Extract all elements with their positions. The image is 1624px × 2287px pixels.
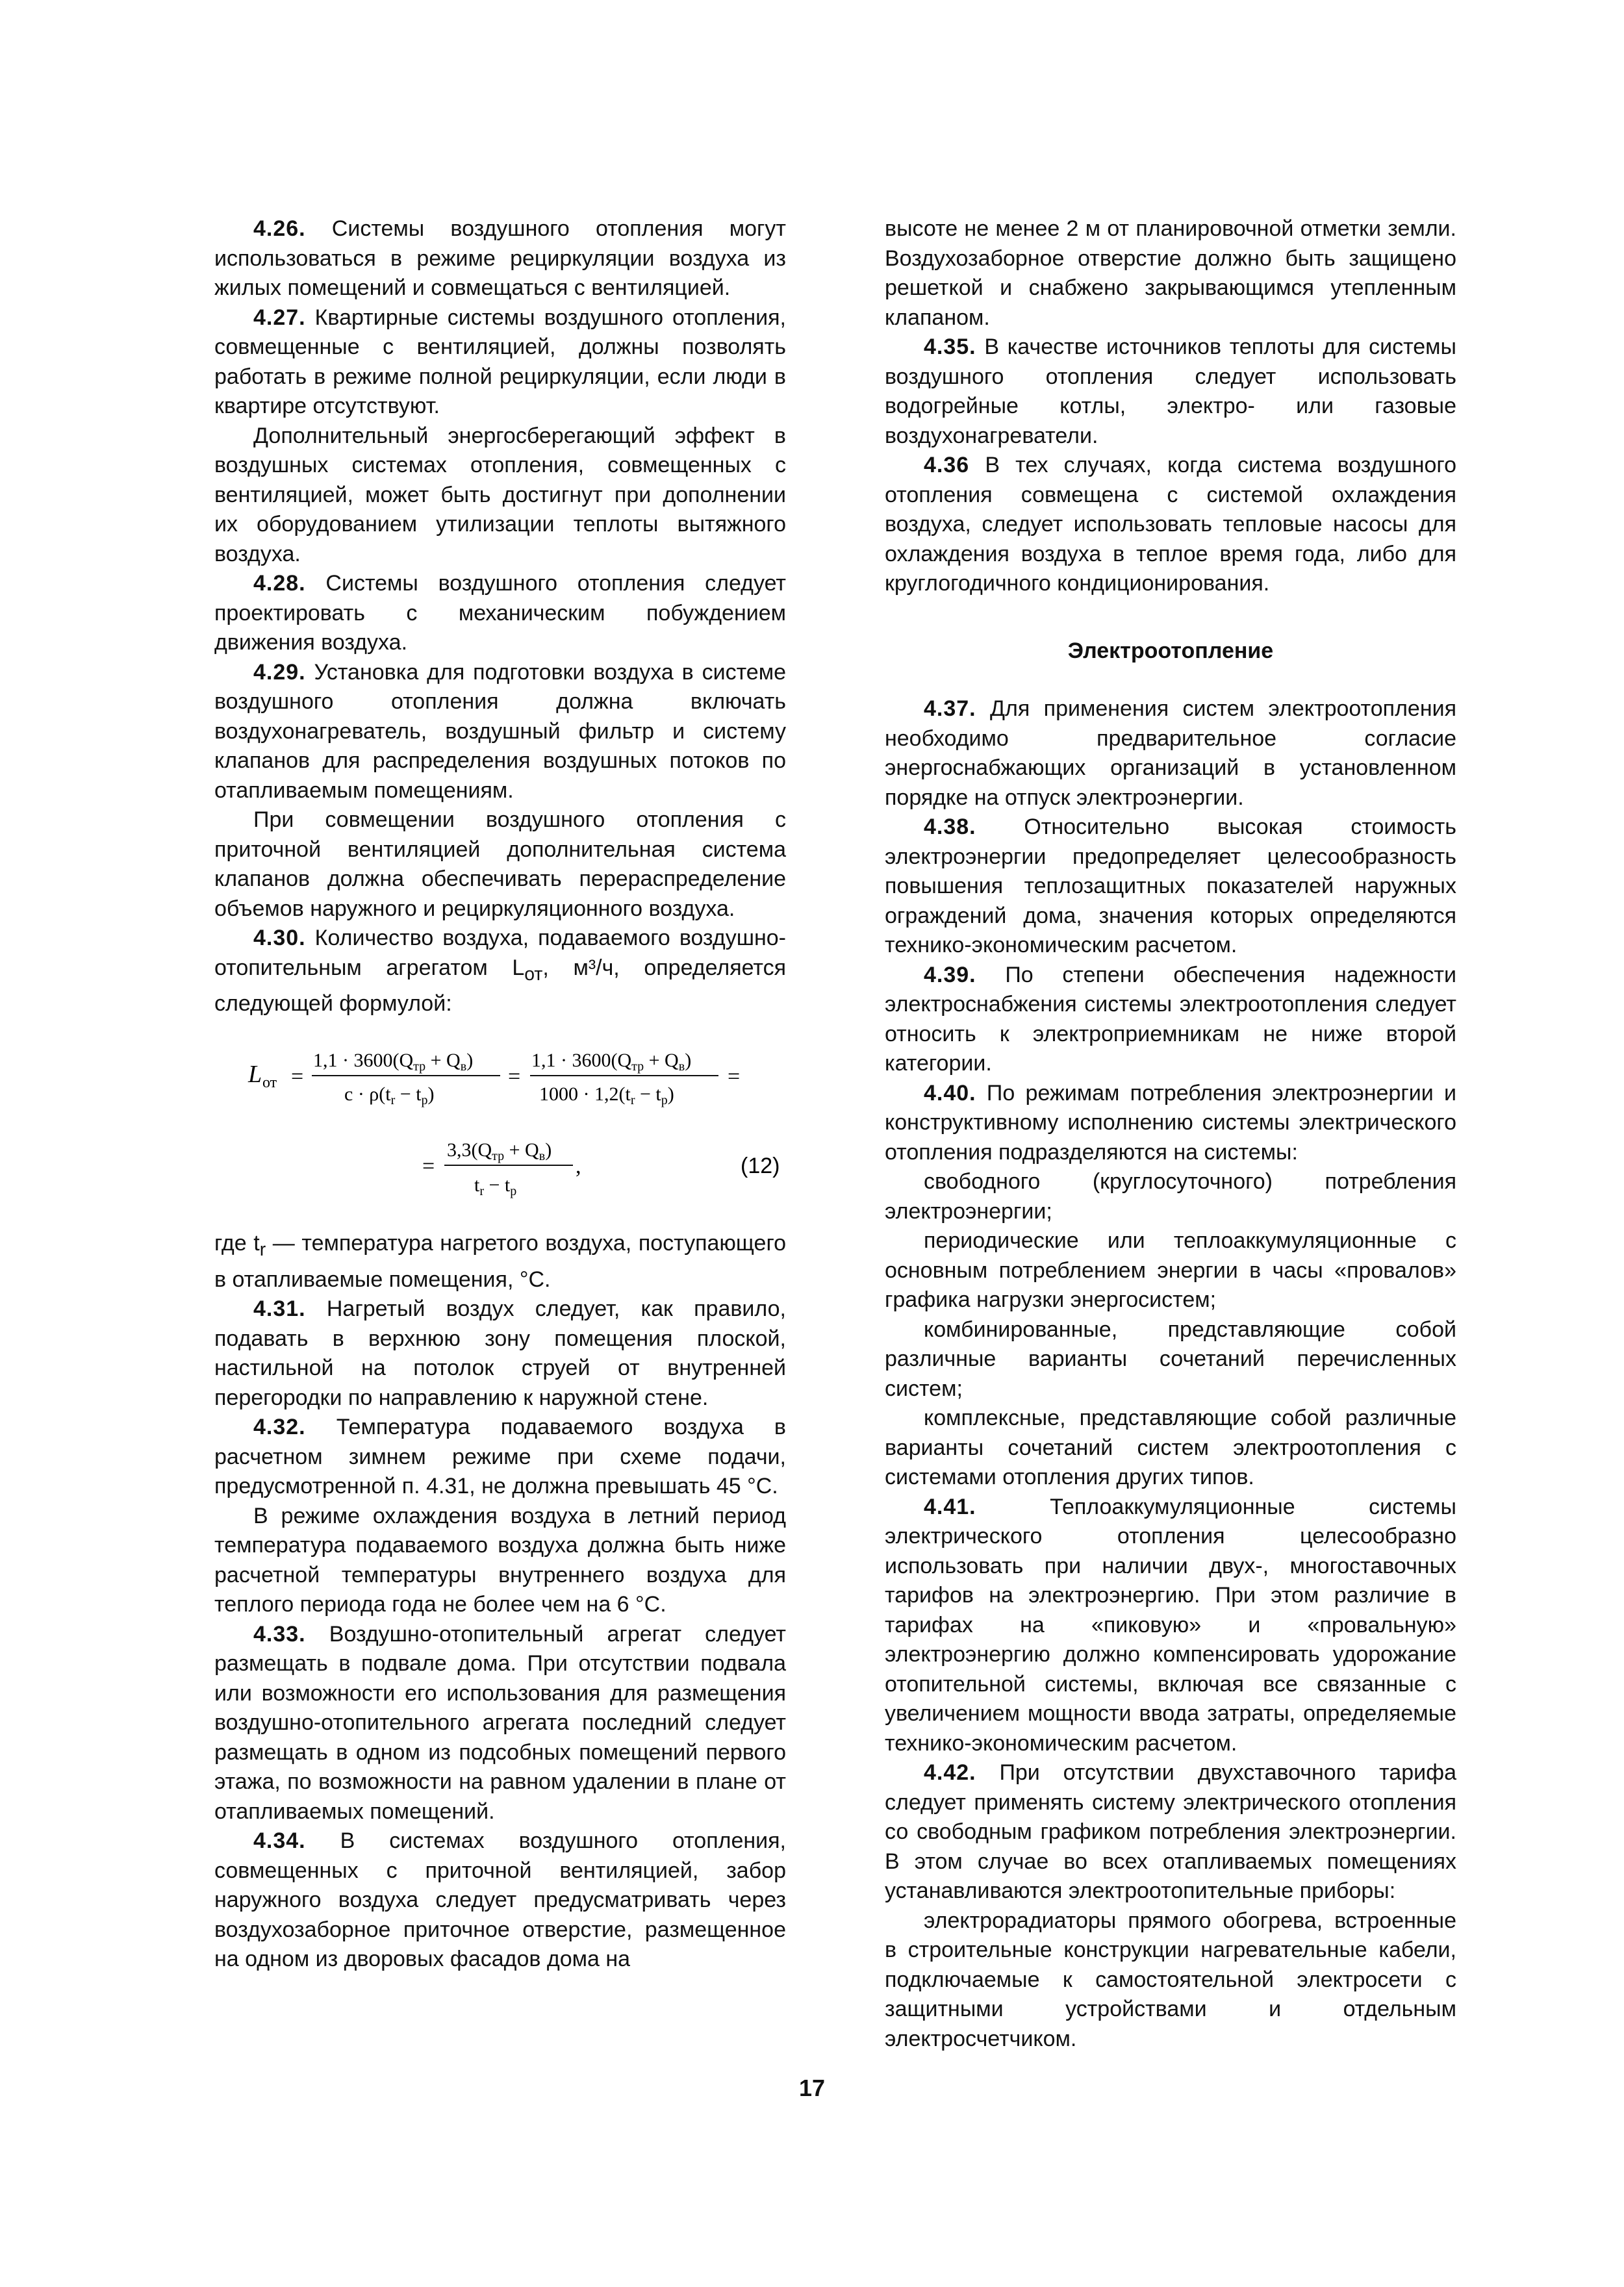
paragraph-4-27 — [214, 303, 786, 422]
paragraph-4-34-continued: высоте не менее 2 м от планировочной отметки земли. Воздухозаборное отверстие должно быть защищено решеткой и снабжено закрывающимся утепленным клапаном. — [885, 216, 1456, 330]
where-clause — [214, 1229, 786, 1295]
formula-token: ) — [427, 1083, 435, 1106]
formula-token: + Q — [425, 1050, 461, 1072]
right-column — [885, 214, 1456, 2054]
formula-token: p — [421, 1093, 428, 1108]
formula-token: ) — [545, 1139, 552, 1161]
paragraph-text: В тех случаях, когда система воздушного отопления совмещена с системой охлаждения воздуха, следует использовать тепловые насосы для охлаждения воздуха в теплое время года, либо для круглогодичного кондиционирования. — [885, 453, 1456, 596]
clause-number: 4.30. — [253, 926, 306, 950]
list-item: комбинированные, представляющие собой различные варианты сочетаний перечисленных систем; — [885, 1317, 1456, 1401]
paragraph-4-35 — [885, 333, 1456, 451]
clause-number: 4.33. — [253, 1621, 306, 1647]
paragraph-4-39 — [885, 961, 1456, 1079]
paragraph-text: Системы воздушного отопления следует проектировать с механическим побуждением движения воздуха. — [214, 571, 786, 655]
clause-number: 4.29. — [253, 659, 306, 685]
clause-number: 4.40. — [924, 1080, 976, 1106]
clause-number: 4.38. — [924, 815, 976, 839]
formula-lhs-sub: от — [262, 1074, 277, 1092]
subscript: r — [259, 1239, 266, 1261]
clause-number: 4.34. — [253, 1828, 306, 1854]
paragraph-text: Теплоаккумуляционные системы электрического отопления целесообразно использовать при наличии двух-, многоставочных тарифов на электроэнергию. При этом различие в тарифах на «пиковую» и «провальную» электроэнергию должно компенсировать удорожание отопительной системы, включая все связанные с увеличением мощности ввода затраты, определяемые технико-экономическим расчетом. — [885, 1494, 1456, 1756]
formula-token: − t — [484, 1174, 511, 1196]
paragraph-text: Относительно высокая стоимость электроэнергии предопределяет целесообразность повышения теплозащитных показателей наружных ограждений дома, значения которых определяются технико-экономическим расчетом. — [885, 815, 1456, 957]
formula-token: тр — [631, 1059, 644, 1074]
paragraph-4-29 — [214, 658, 786, 806]
paragraph-4-31 — [214, 1295, 786, 1413]
paragraph-text: В системах воздушного отопления, совмещенных с приточной вентиляцией, забор наружного воздуха следует предусматривать через воздухозаборное приточное отверстие, размещенное на одном из дворовых фасадов дома на — [214, 1828, 786, 1972]
paragraph-text: Квартирные системы воздушного отопления, совмещенные с вентиляцией, должны позволять работать в режиме полной рециркуляции, если люди в квартире отсутствуют. — [214, 305, 786, 418]
list-item: периодические или теплоаккумуляционные с основным потреблением энергии в часы «провалов» графика нагрузки энергосистем; — [885, 1228, 1456, 1312]
formula-f1-numerator — [313, 1050, 473, 1074]
page-number: 17 — [798, 2075, 826, 2101]
formula-token: 1,1 · 3600(Q — [313, 1050, 414, 1072]
clause-number: 4.27. — [253, 305, 306, 330]
formula-f2-denominator — [539, 1083, 674, 1107]
paragraph-4-38 — [885, 813, 1456, 961]
paragraph-4-29-extra: При совмещении воздушного отопления с приточной вентиляцией дополнительная система клапанов должна обеспечивать перераспределение объемов наружного и рециркуляционного воздуха. — [214, 807, 786, 921]
formula-token: ) — [667, 1083, 674, 1106]
formula-token: + Q — [644, 1050, 679, 1072]
left-column — [214, 214, 786, 1975]
paragraph-4-37 — [885, 694, 1456, 813]
paragraph-text: Количество воздуха, подаваемого воздушно-отопительным агрегатом L — [214, 926, 786, 980]
paragraph-text: Температура подаваемого воздуха в расчетном зимнем режиме при схеме подачи, предусмотренной п. 4.31, не должна превышать 45 °C. — [214, 1415, 786, 1499]
paragraph-4-40 — [885, 1079, 1456, 1168]
list-item: свободного (круглосуточного) потребления электроэнергии; — [885, 1169, 1456, 1224]
formula-token: в — [539, 1149, 546, 1164]
paragraph-4-26 — [214, 214, 786, 303]
formula-f3-numerator — [447, 1139, 552, 1163]
where-text-2: — температура нагретого воздуха, поступающего в отапливаемые помещения, °C. — [214, 1231, 787, 1292]
paragraph-4-32 — [214, 1413, 786, 1502]
formula-token: тр — [492, 1149, 505, 1164]
clause-number: 4.35. — [924, 335, 976, 359]
formula-token: − t — [635, 1083, 661, 1106]
paragraph-4-33 — [214, 1620, 786, 1827]
formula-eq-3: = — [728, 1065, 741, 1089]
formula-number: (12) — [741, 1154, 780, 1179]
paragraph-text: По степени обеспечения надежности электроснабжения системы электроотопления следует относить к электроприемникам не ниже второй категории. — [885, 962, 1456, 1076]
formula-f2-numerator — [531, 1050, 691, 1074]
paragraph-4-42-extra: электрорадиаторы прямого обогрева, встроенные в строительные конструкции нагревательные кабели, подключаемые к самостоятельной электросети с защитными устройствами и отдельным электросчетчиком. — [885, 1908, 1456, 2051]
paragraph-4-32-extra: В режиме охлаждения воздуха в летний период температура подаваемого воздуха должна быть ниже расчетной температуры внутреннего воздуха для теплого периода года не более чем на 6 °C. — [214, 1503, 786, 1617]
formula-comma: , — [576, 1154, 581, 1179]
formula-eq-1: = — [291, 1065, 304, 1089]
formula-token: t — [474, 1174, 480, 1196]
formula-token: 1,1 · 3600(Q — [531, 1050, 632, 1072]
formula-token: r — [479, 1184, 485, 1199]
paragraph-text: Нагретый воздух следует, как правило, подавать в верхнюю зону помещения плоской, настильной на потолок струей от внутренней перегородки по направлению к наружной стене. — [214, 1296, 786, 1410]
paragraph-4-34 — [214, 1826, 786, 1975]
paragraph-text: Воздушно-отопительный агрегат следует размещать в подвале дома. При отсутствии подвала или возможности его использования для размещения воздушно-отопительного агрегата последний следует размещать в одном из подсобных помещений первого этажа, по возможности на равном удалении в плане от отапливаемых помещений. — [214, 1621, 786, 1824]
subscript: от — [524, 963, 543, 985]
clause-number: 4.31. — [253, 1296, 306, 1322]
formula-f1-denominator — [344, 1083, 435, 1107]
formula-f3-denominator — [474, 1174, 516, 1198]
paragraph-4-41 — [885, 1493, 1456, 1759]
formula-token: тр — [413, 1059, 426, 1074]
formula-token: p — [661, 1093, 668, 1108]
paragraph-4-36 — [885, 451, 1456, 599]
formula-token: r — [630, 1093, 635, 1108]
paragraph-text: Для применения систем электроотопления необходимо предварительное согласие энергоснабжающих организаций в установленном порядке на отпуск электроэнергии. — [885, 696, 1456, 810]
clause-number: 4.42. — [924, 1760, 976, 1785]
clause-number: 4.39. — [924, 962, 976, 987]
paragraph-4-28 — [214, 569, 786, 658]
paragraph-text: По режимам потребления электроэнергии и конструктивному исполнению системы электрического отопления подразделяются на системы: — [885, 1080, 1456, 1165]
paragraph-text: При отсутствии двухставочного тарифа следует применять систему электрического отопления со свободным графиком потребления электроэнергии. В этом случае во всех отапливаемых помещениях устанавливаются электроотопительные приборы: — [885, 1760, 1456, 1903]
formula-token: в — [460, 1059, 467, 1074]
formula-lhs: L — [248, 1061, 262, 1089]
formula-token: + Q — [504, 1139, 539, 1161]
formula-token: в — [678, 1059, 685, 1074]
formula-eq-4: = — [422, 1154, 435, 1179]
section-heading: Электроотопление — [1067, 638, 1274, 663]
clause-number: 4.28. — [253, 571, 306, 596]
paragraph-text: В качестве источников теплоты для системы воздушного отопления следует использовать водогрейные котлы, электро- или газовые воздухонагреватели. — [885, 335, 1456, 448]
clause-number: 4.32. — [253, 1415, 306, 1440]
clause-number: 4.36 — [924, 453, 970, 477]
formula-token: 1000 · 1,2(t — [539, 1083, 631, 1106]
formula-token: ) — [466, 1050, 474, 1072]
formula-12 — [214, 1029, 786, 1217]
paragraph-text: , м³/ч, определяется следующей формулой: — [214, 955, 786, 1016]
where-text: где t — [214, 1231, 260, 1256]
formula-token: ) — [685, 1050, 692, 1072]
formula-eq-2: = — [508, 1065, 521, 1089]
formula-graphic — [214, 1029, 786, 1217]
paragraph-text: Установка для подготовки воздуха в системе воздушного отопления должна включать воздухонагреватель, воздушный фильтр и систему клапанов для распределения воздушных потоков по отапливаемым помещениям. — [214, 659, 786, 803]
formula-token: c · ρ(t — [344, 1083, 391, 1106]
clause-number: 4.26. — [253, 216, 306, 241]
formula-token: r — [390, 1093, 396, 1108]
clause-number: 4.41. — [924, 1494, 976, 1519]
list-item: комплексные, представляющие собой различные варианты сочетаний систем электроотопления с системами отопления других типов. — [885, 1406, 1456, 1489]
paragraph-4-42 — [885, 1758, 1456, 1906]
clause-number: 4.37. — [924, 696, 976, 721]
formula-token: 3,3(Q — [447, 1139, 492, 1161]
paragraph-4-27-extra: Дополнительный энергосберегающий эффект в воздушных системах отопления, совмещенных с вентиляцией, может быть достигнут при дополнении их оборудованием утилизации теплоты вытяжного воздуха. — [214, 423, 786, 566]
formula-token: − t — [395, 1083, 422, 1106]
paragraph-text: Системы воздушного отопления могут использоваться в режиме рециркуляции воздуха из жилых помещений и совмещаться с вентиляцией. — [214, 216, 786, 300]
formula-token: p — [510, 1184, 517, 1199]
paragraph-4-30 — [214, 924, 786, 1018]
